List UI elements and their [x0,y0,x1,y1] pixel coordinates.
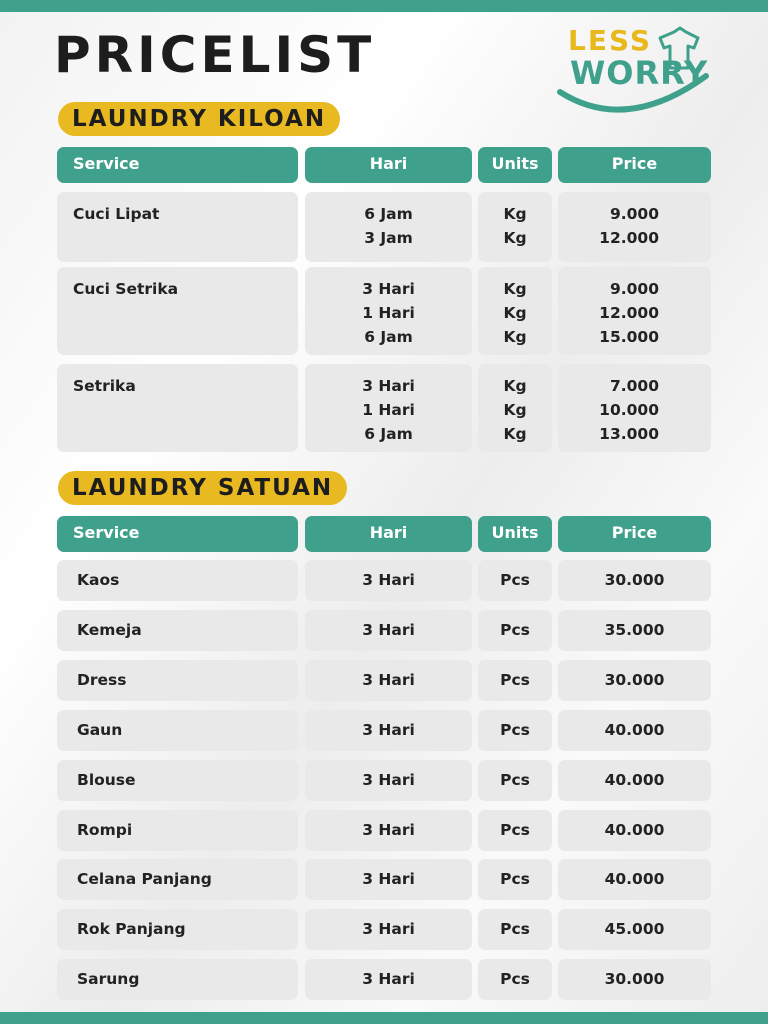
section-badge-satuan: LAUNDRY SATUAN [58,471,347,505]
price-cell-line: 12.000 [599,229,659,247]
units-cell: Pcs [478,810,552,851]
hari-cell: 3 Hari [305,610,472,651]
price-cell: 30.000 [558,660,711,701]
units-cell-line: Kg [503,304,527,322]
column-header-hari: Hari [305,147,472,183]
price-cell [558,267,711,355]
hari-cell: 3 Hari [305,660,472,701]
price-cell: 45.000 [558,909,711,950]
hari-cell [305,267,472,355]
units-cell: Pcs [478,760,552,801]
units-cell [478,192,552,262]
hari-cell-line: 6 Jam [364,328,413,346]
hari-cell-line: 3 Hari [362,377,415,395]
price-cell-line: 10.000 [599,401,659,419]
price-cell: 40.000 [558,760,711,801]
service-cell: Sarung [57,959,298,1000]
hari-cell-line: 3 Hari [362,280,415,298]
service-cell: Blouse [57,760,298,801]
service-cell [57,192,298,262]
hari-cell: 3 Hari [305,560,472,601]
price-cell-line: 9.000 [609,205,659,223]
hari-cell: 3 Hari [305,710,472,751]
units-cell-line: Kg [503,425,527,443]
service-cell: Kemeja [57,610,298,651]
column-header-hari: Hari [305,516,472,552]
column-header-price: Price [558,516,711,552]
units-cell-line: Kg [503,377,527,395]
hari-cell [305,192,472,262]
price-cell-line: 12.000 [599,304,659,322]
logo-word-less: LESS [568,24,653,57]
units-cell [478,267,552,355]
service-cell: Celana Panjang [57,859,298,900]
price-cell-line: 13.000 [599,425,659,443]
hari-cell: 3 Hari [305,959,472,1000]
price-cell [558,192,711,262]
units-cell-line: Kg [503,280,527,298]
units-cell-line: Kg [503,401,527,419]
service-cell-line: Cuci Lipat [73,205,160,223]
units-cell: Pcs [478,909,552,950]
hari-cell-line: 1 Hari [362,401,415,419]
top-accent-bar [0,0,768,12]
service-cell: Rompi [57,810,298,851]
less-worry-logo [556,24,716,120]
hari-cell: 3 Hari [305,859,472,900]
price-cell-line: 15.000 [599,328,659,346]
units-cell: Pcs [478,560,552,601]
price-cell: 40.000 [558,859,711,900]
price-cell-line: 7.000 [609,377,659,395]
bottom-accent-bar [0,1012,768,1024]
service-cell-line: Cuci Setrika [73,280,179,298]
section-badge-kiloan: LAUNDRY KILOAN [58,102,340,136]
price-cell-line: 9.000 [609,280,659,298]
service-cell: Gaun [57,710,298,751]
service-cell-line: Setrika [73,377,136,395]
column-header-price: Price [558,147,711,183]
hari-cell-line: 1 Hari [362,304,415,322]
units-cell: Pcs [478,959,552,1000]
hari-cell: 3 Hari [305,760,472,801]
service-cell: Kaos [57,560,298,601]
price-cell: 30.000 [558,560,711,601]
units-cell: Pcs [478,710,552,751]
hari-cell [305,364,472,452]
hari-cell: 3 Hari [305,810,472,851]
units-cell: Pcs [478,610,552,651]
page-title: PRICELIST [54,26,376,84]
units-cell: Pcs [478,859,552,900]
service-cell: Dress [57,660,298,701]
logo-word-worry: WORRY [570,54,709,92]
units-cell-line: Kg [503,205,527,223]
hari-cell-line: 6 Jam [364,425,413,443]
price-cell: 40.000 [558,710,711,751]
service-cell: Rok Panjang [57,909,298,950]
column-header-service: Service [57,516,298,552]
service-cell [57,364,298,452]
price-cell [558,364,711,452]
column-header-units: Units [478,516,552,552]
units-cell-line: Kg [503,229,527,247]
service-cell [57,267,298,355]
price-cell: 35.000 [558,610,711,651]
column-header-service: Service [57,147,298,183]
units-cell [478,364,552,452]
price-cell: 40.000 [558,810,711,851]
price-cell: 30.000 [558,959,711,1000]
column-header-units: Units [478,147,552,183]
hari-cell-line: 3 Jam [364,229,413,247]
hari-cell-line: 6 Jam [364,205,413,223]
units-cell-line: Kg [503,328,527,346]
hari-cell: 3 Hari [305,909,472,950]
units-cell: Pcs [478,660,552,701]
